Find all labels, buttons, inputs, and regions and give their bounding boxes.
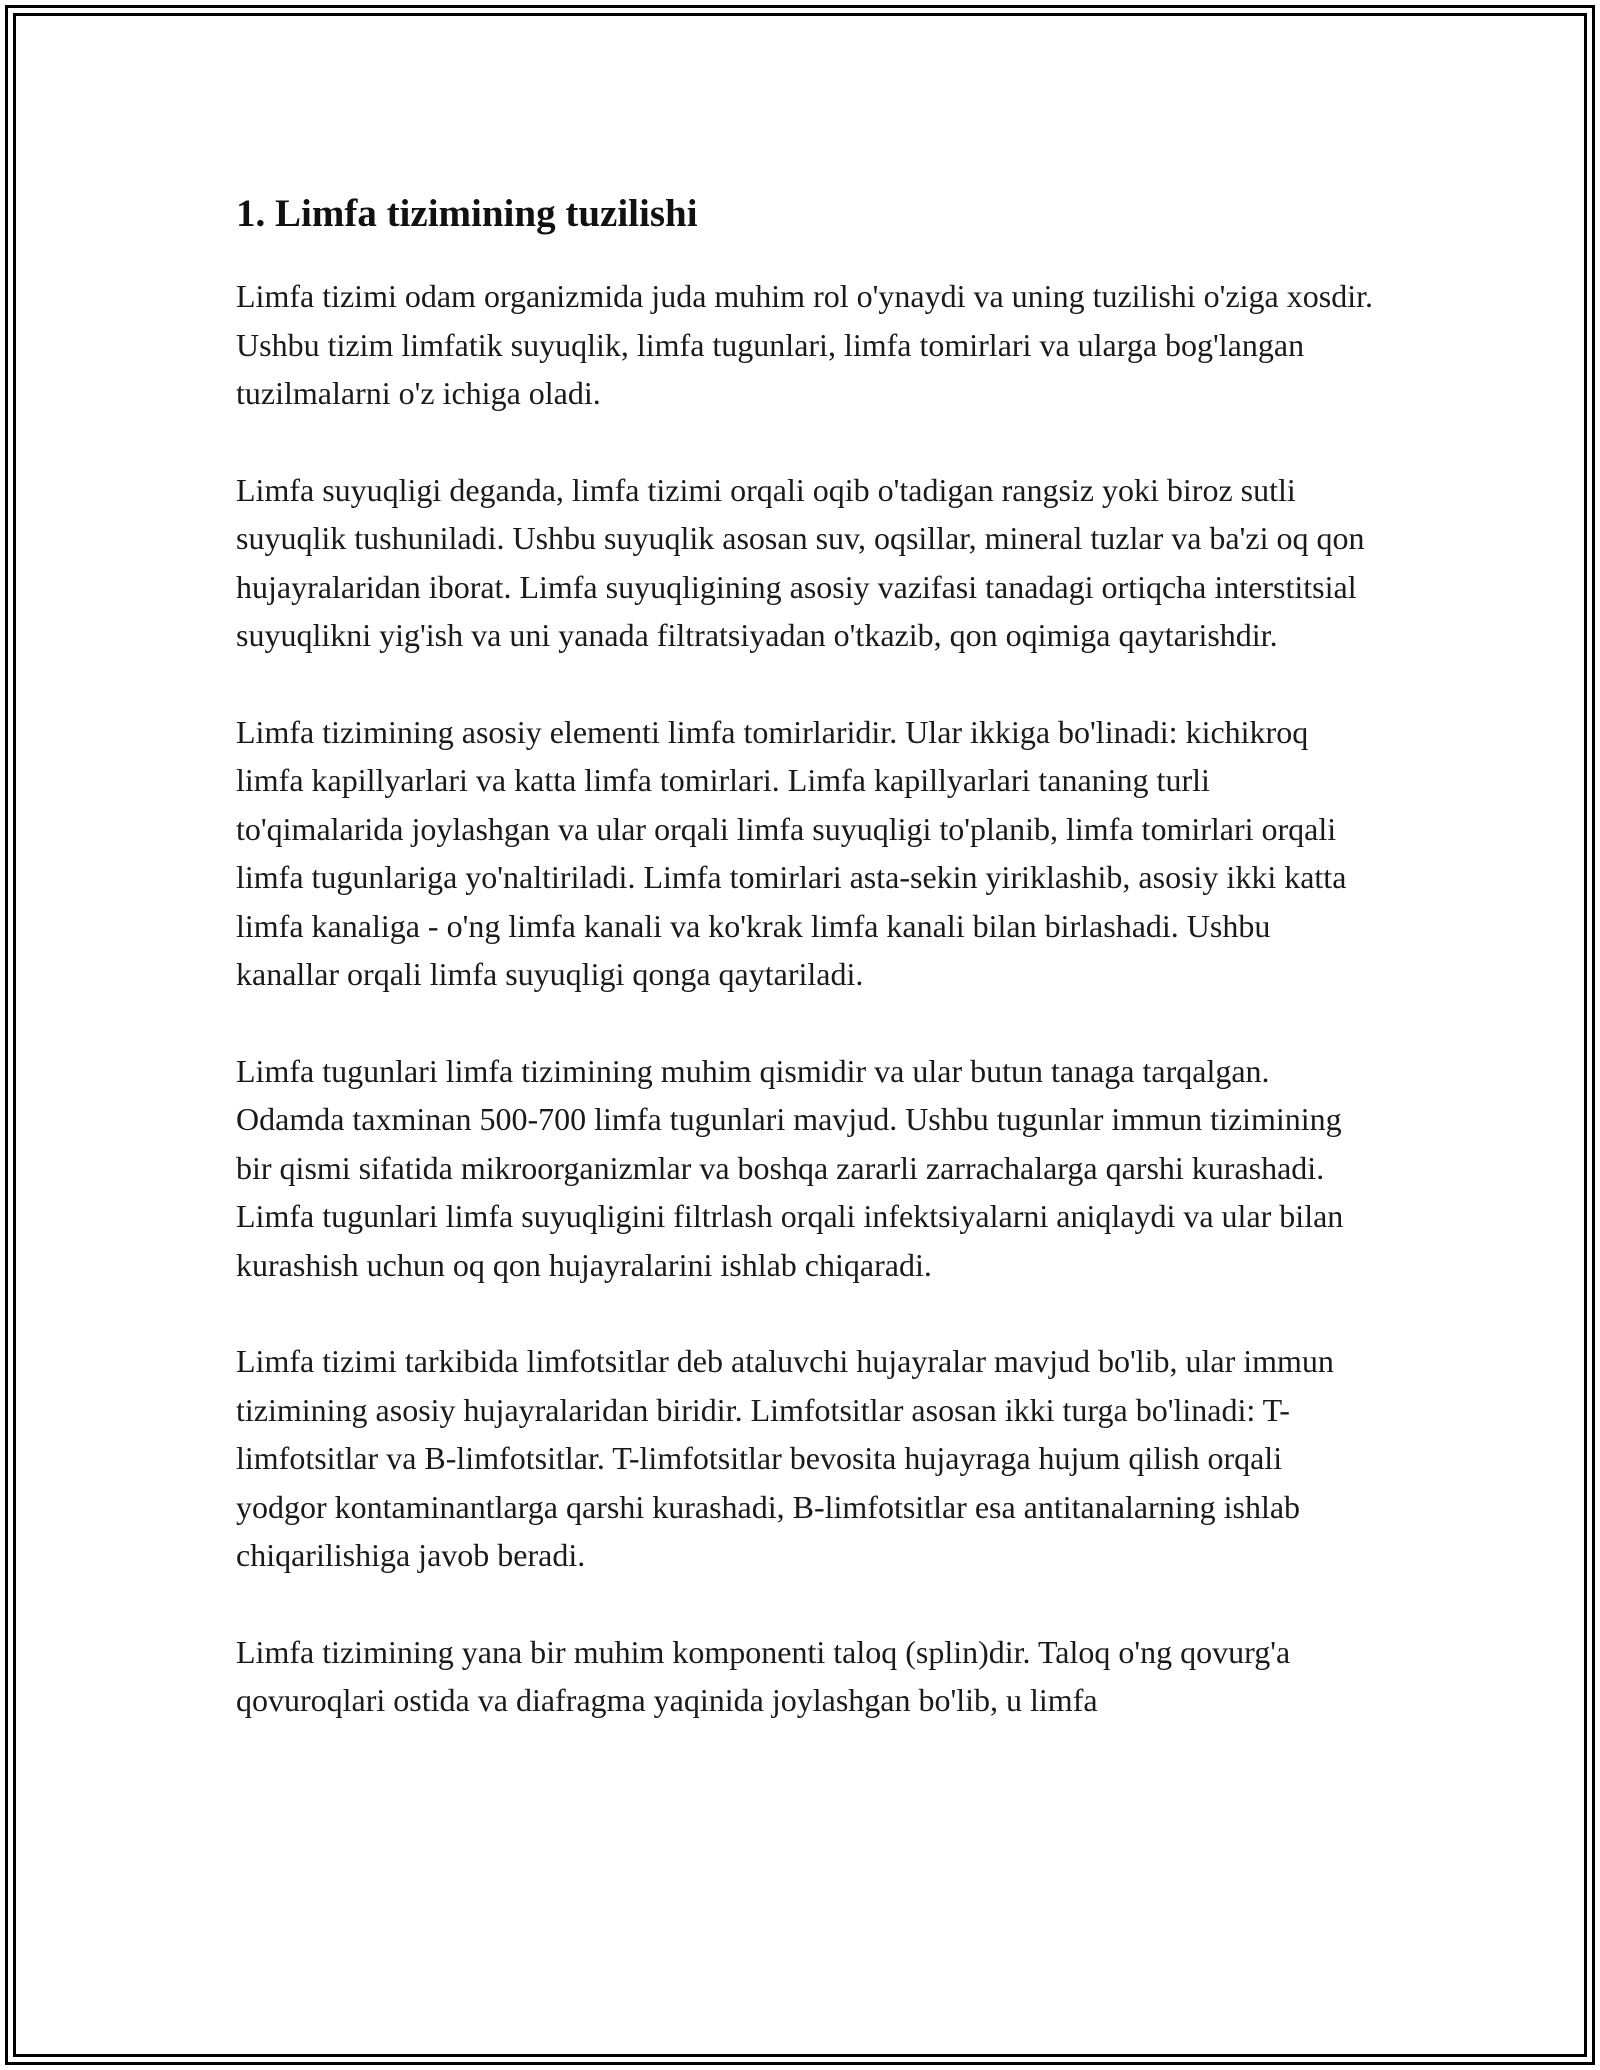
paragraph-lymphocytes: Limfa tizimi tarkibida limfotsitlar deb ataluvchi hujayralar mavjud bo'lib, ular immun tizimining asosiy hujayralaridan biridir. Limfotsitlar asosan ikki turga bo'linadi: T-limfotsitlar va B-limfotsitlar. T-limfotsitlar bevosita hujayraga hujum qilish orqali yodgor kontaminantlarga qarshi kurashadi, B-limfotsitlar esa antitanalarning ishlab chiqarilishiga javob beradi. [236, 1343, 1334, 1573]
document-body [236, 186, 1376, 1773]
paragraph-spleen: Limfa tizimining yana bir muhim komponenti taloq (splin)dir. Taloq o'ng qovurg'a qovuroqlari ostida va diafragma yaqinida joylashgan bo'lib, u limfa [236, 1633, 1291, 1718]
section-heading: 1. Limfa tizimining tuzilishi [236, 192, 698, 235]
paragraph-intro: Limfa tizimi odam organizmida juda muhim rol o'ynaydi va uning tuzilishi o'ziga xosdir. Ushbu tizim limfatik suyuqlik, limfa tugunlari, limfa tomirlari va ularga bog'langan tuzilmalarni o'z ichiga oladi. [236, 278, 1373, 411]
paragraph-lymph-fluid: Limfa suyuqligi deganda, limfa tizimi orqali oqib o'tadigan rangsiz yoki biroz sutli suyuqlik tushuniladi. Ushbu suyuqlik asosan suv, oqsillar, mineral tuzlar va ba'zi oq qon hujayralaridan iborat. Limfa suyuqligining asosiy vazifasi tanadagi ortiqcha interstitsial suyuqlikni yig'ish va uni yanada filtratsiyadan o'tkazib, qon oqimiga qaytarishdir. [236, 471, 1365, 653]
paragraph-lymph-vessels: Limfa tizimining asosiy elementi limfa tomirlaridir. Ular ikkiga bo'linadi: kichikroq limfa kapillyarlari va katta limfa tomirlari. Limfa kapillyarlari tananing turli to'qimalarida joylashgan va ular orqali limfa suyuqligi to'planib, limfa tomirlari orqali limfa tugunlariga yo'naltiriladi. Limfa tomirlari asta-sekin yiriklashib, asosiy ikki katta limfa kanaliga - o'ng limfa kanali va ko'krak limfa kanali bilan birlashadi. Ushbu kanallar orqali limfa suyuqligi qonga qaytariladi. [236, 713, 1347, 992]
paragraph-lymph-nodes: Limfa tugunlari limfa tizimining muhim qismidir va ular butun tanaga tarqalgan. Odamda taxminan 500-700 limfa tugunlari mavjud. Ushbu tugunlar immun tizimining bir qismi sifatida mikroorganizmlar va boshqa zararli zarrachalarga qarshi kurashadi. Limfa tugunlari limfa suyuqligini filtrlash orqali infektsiyalarni aniqlaydi va ular bilan kurashish uchun oq qon hujayralarini ishlab chiqaradi. [236, 1052, 1344, 1283]
